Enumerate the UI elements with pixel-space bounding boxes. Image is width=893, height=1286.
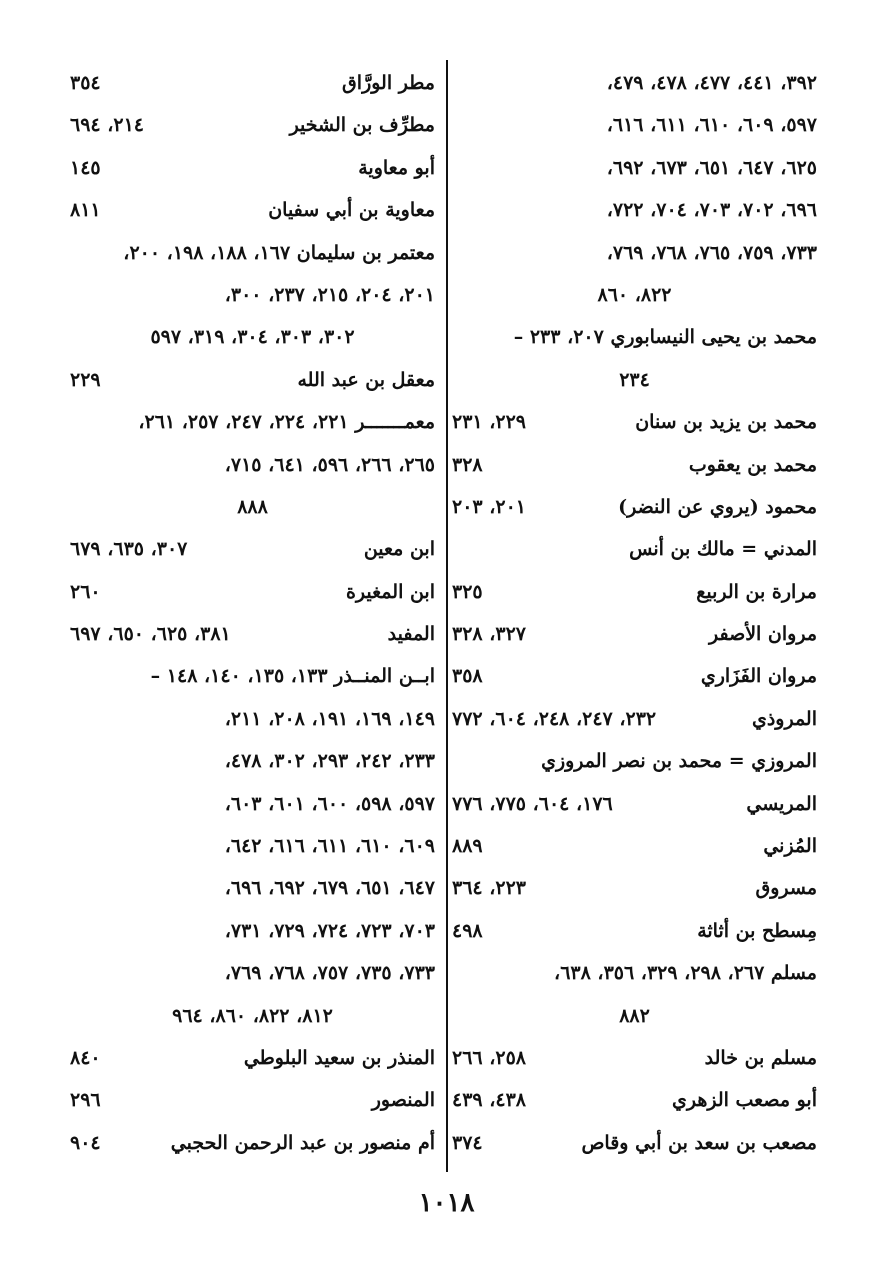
entry-text: ٣٠٢، ٣٠٣، ٣٠٤، ٣١٩، ٥٩٧ — [150, 326, 355, 349]
index-entry — [452, 1079, 817, 1121]
index-column-left — [70, 62, 435, 1164]
index-entry — [70, 910, 435, 952]
entry-pages: ١٧٦، ٦٠٤، ٧٧٥، ٧٧٦ — [452, 792, 613, 815]
index-entry — [452, 825, 817, 867]
index-entry — [452, 995, 817, 1037]
entry-name: معاوية بن أبي سفيان — [268, 199, 435, 222]
entry-name: مرارة بن الربيع — [696, 580, 817, 603]
index-entry — [452, 147, 817, 189]
entry-name: مروان الفَزَاري — [700, 665, 817, 688]
entry-pages: ٢٦٠ — [70, 580, 101, 603]
entry-name: المُزني — [763, 835, 817, 858]
entry-text: المدني = مالك بن أنس — [629, 538, 817, 561]
entry-name: المفيد — [387, 623, 435, 646]
entry-name: مطر الورَّاق — [342, 72, 435, 94]
entry-pages: ٨٨٩ — [452, 835, 483, 858]
entry-text: ٧٣٣، ٧٥٩، ٧٦٥، ٧٦٨، ٧٦٩، — [606, 241, 817, 264]
index-entry — [452, 359, 817, 401]
index-entry — [70, 952, 435, 994]
entry-pages: ٢١٤، ٦٩٤ — [70, 114, 144, 137]
index-entry — [452, 613, 817, 655]
index-entry — [70, 867, 435, 909]
index-entry — [70, 698, 435, 740]
index-entry — [70, 147, 435, 189]
entry-text: ٦٩٦، ٧٠٢، ٧٠٣، ٧٠٤، ٧٢٢، — [606, 199, 817, 222]
entry-text: ٨١٢، ٨٢٢، ٨٦٠، ٩٦٤ — [172, 1004, 333, 1027]
index-entry — [452, 444, 817, 486]
index-entry — [70, 189, 435, 231]
index-entry — [452, 401, 817, 443]
index-entry — [70, 62, 435, 104]
index-entry — [70, 1037, 435, 1079]
index-entry — [452, 1037, 817, 1079]
entry-name: محمد بن يعقوب — [688, 453, 817, 476]
entry-name: مِسطح بن أثاثة — [697, 919, 817, 942]
index-entry — [452, 232, 817, 274]
entry-name: محمد بن يزيد بن سنان — [635, 411, 817, 434]
entry-text: معمـــــــر ٢٢١، ٢٢٤، ٢٤٧، ٢٥٧، ٢٦١، — [138, 411, 435, 434]
index-entry — [452, 655, 817, 697]
index-entry — [452, 274, 817, 316]
entry-pages: ٩٠٤ — [70, 1131, 101, 1154]
entry-name: مطرِّف بن الشخير — [289, 114, 435, 137]
entry-text: ٦٤٧، ٦٥١، ٦٧٩، ٦٩٢، ٦٩٦، — [224, 877, 435, 900]
entry-text: ٢٣٣، ٢٤٢، ٢٩٣، ٣٠٢، ٤٧٨، — [224, 750, 435, 773]
entry-name: المنذر بن سعيد البلوطي — [243, 1046, 435, 1069]
entry-text: ٣٩٢، ٤٤١، ٤٧٧، ٤٧٨، ٤٧٩، — [606, 72, 817, 94]
index-entry — [70, 825, 435, 867]
entry-text: ٨٨٢ — [619, 1004, 650, 1027]
entry-text: ابــن المنــذر ١٣٣، ١٣٥، ١٤٠، ١٤٨ – — [150, 665, 435, 688]
entry-pages: ٢٢٣، ٣٦٤ — [452, 877, 526, 900]
entry-text: ٨٨٨ — [237, 495, 268, 518]
index-entry — [452, 62, 817, 104]
entry-text: ٧٣٣، ٧٣٥، ٧٥٧، ٧٦٨، ٧٦٩، — [224, 962, 435, 985]
entry-pages: ٢٥٨، ٢٦٦ — [452, 1046, 526, 1069]
index-entry — [452, 104, 817, 146]
index-entry — [70, 1122, 435, 1164]
entry-name: محمود (يروي عن النضر) — [618, 495, 817, 518]
entry-text: مسلم ٢٦٧، ٢٩٨، ٣٢٩، ٣٥٦، ٦٣٨، — [554, 962, 817, 985]
index-entry — [70, 571, 435, 613]
entry-pages: ٣٢٧، ٣٢٨ — [452, 623, 526, 646]
entry-name: معقل بن عبد الله — [297, 368, 435, 391]
index-entry — [70, 104, 435, 146]
entry-pages: ٣٨١، ٦٢٥، ٦٥٠، ٦٩٧ — [70, 623, 231, 646]
index-entry — [452, 698, 817, 740]
entry-pages: ٣٧٤ — [452, 1131, 483, 1154]
entry-text: ٥٩٧، ٥٩٨، ٦٠٠، ٦٠١، ٦٠٣، — [224, 792, 435, 815]
entry-text: ٦٢٥، ٦٤٧، ٦٥١، ٦٧٣، ٦٩٢، — [606, 156, 817, 179]
entry-pages: ٢٣٢، ٢٤٧، ٢٤٨، ٦٠٤، ٧٧٢ — [452, 707, 657, 730]
entry-text: ١٤٩، ١٦٩، ١٩١، ٢٠٨، ٢١١، — [224, 707, 435, 730]
index-entry — [452, 952, 817, 994]
index-entry — [70, 316, 435, 358]
entry-pages: ٢٢٩، ٢٣١ — [452, 411, 526, 434]
entry-pages: ٢٩٦ — [70, 1089, 101, 1112]
entry-text: معتمر بن سليمان ١٦٧، ١٨٨، ١٩٨، ٢٠٠، — [123, 241, 435, 264]
entry-text: محمد بن يحيى النيسابوري ٢٠٧، ٢٣٣ – — [513, 326, 817, 349]
entry-text: ٢٦٥، ٢٦٦، ٥٩٦، ٦٤١، ٧١٥، — [224, 453, 435, 476]
index-entry — [452, 528, 817, 570]
index-entry — [452, 910, 817, 952]
entry-name: ابن المغيرة — [345, 580, 435, 603]
index-entry — [70, 613, 435, 655]
index-entry — [70, 528, 435, 570]
entry-text: ٥٩٧، ٦٠٩، ٦١٠، ٦١١، ٦١٦، — [606, 114, 817, 137]
index-entry — [452, 571, 817, 613]
index-entry — [452, 1122, 817, 1164]
entry-name: مروان الأصفر — [708, 623, 817, 646]
entry-pages: ١٤٥ — [70, 156, 101, 179]
index-entry — [70, 359, 435, 401]
index-entry — [70, 1079, 435, 1121]
entry-pages: ٨٤٠ — [70, 1046, 101, 1069]
entry-pages: ٨١١ — [70, 199, 101, 222]
index-entry — [452, 740, 817, 782]
index-column-right — [452, 62, 817, 1164]
entry-name: ابن معين — [363, 538, 435, 561]
index-entry — [70, 401, 435, 443]
index-entry — [70, 444, 435, 486]
index-entry — [452, 486, 817, 528]
index-entry — [70, 486, 435, 528]
index-entry — [452, 783, 817, 825]
entry-pages: ٢٢٩ — [70, 368, 101, 391]
index-entry — [452, 867, 817, 909]
entry-text: ٧٠٣، ٧٢٣، ٧٢٤، ٧٢٩، ٧٣١، — [224, 919, 435, 942]
entry-pages: ٣٥٨ — [452, 665, 483, 688]
entry-name: المريسي — [746, 792, 817, 815]
entry-name: مسلم بن خالد — [704, 1046, 817, 1069]
entry-name: مصعب بن سعد بن أبي وقاص — [581, 1131, 817, 1154]
index-entry — [70, 655, 435, 697]
entry-name: المنصور — [371, 1089, 435, 1112]
page-number: ١٠١٨ — [418, 1188, 475, 1218]
entry-name: أبو مصعب الزهري — [671, 1089, 817, 1112]
entry-text: ٨٢٢، ٨٦٠ — [597, 283, 672, 306]
column-divider — [446, 60, 448, 1172]
entry-pages: ٤٩٨ — [452, 919, 483, 942]
entry-name: المروذي — [751, 707, 817, 730]
entry-name: مسروق — [755, 877, 817, 900]
entry-text: ٦٠٩، ٦١٠، ٦١١، ٦١٦، ٦٤٢، — [224, 835, 435, 858]
entry-pages: ٣٢٨ — [452, 453, 483, 476]
entry-text: ٢٠١، ٢٠٤، ٢١٥، ٢٣٧، ٣٠٠، — [224, 283, 435, 306]
entry-name: أم منصور بن عبد الرحمن الحجبي — [170, 1131, 435, 1154]
entry-pages: ٣٢٥ — [452, 580, 483, 603]
entry-text: المروزي = محمد بن نصر المروزي — [541, 750, 817, 773]
index-entry — [70, 232, 435, 274]
index-entry — [70, 274, 435, 316]
entry-name: أبو معاوية — [358, 156, 435, 179]
index-entry — [70, 995, 435, 1037]
index-entry — [70, 783, 435, 825]
entry-pages: ٣٠٧، ٦٣٥، ٦٧٩ — [70, 538, 188, 561]
entry-pages: ٤٣٨، ٤٣٩ — [452, 1089, 526, 1112]
index-entry — [70, 740, 435, 782]
index-entry — [452, 316, 817, 358]
index-entry — [452, 189, 817, 231]
entry-text: ٢٣٤ — [619, 368, 650, 391]
entry-pages: ٢٠١، ٢٠٣ — [452, 495, 526, 518]
entry-pages: ٣٥٤ — [70, 72, 101, 94]
